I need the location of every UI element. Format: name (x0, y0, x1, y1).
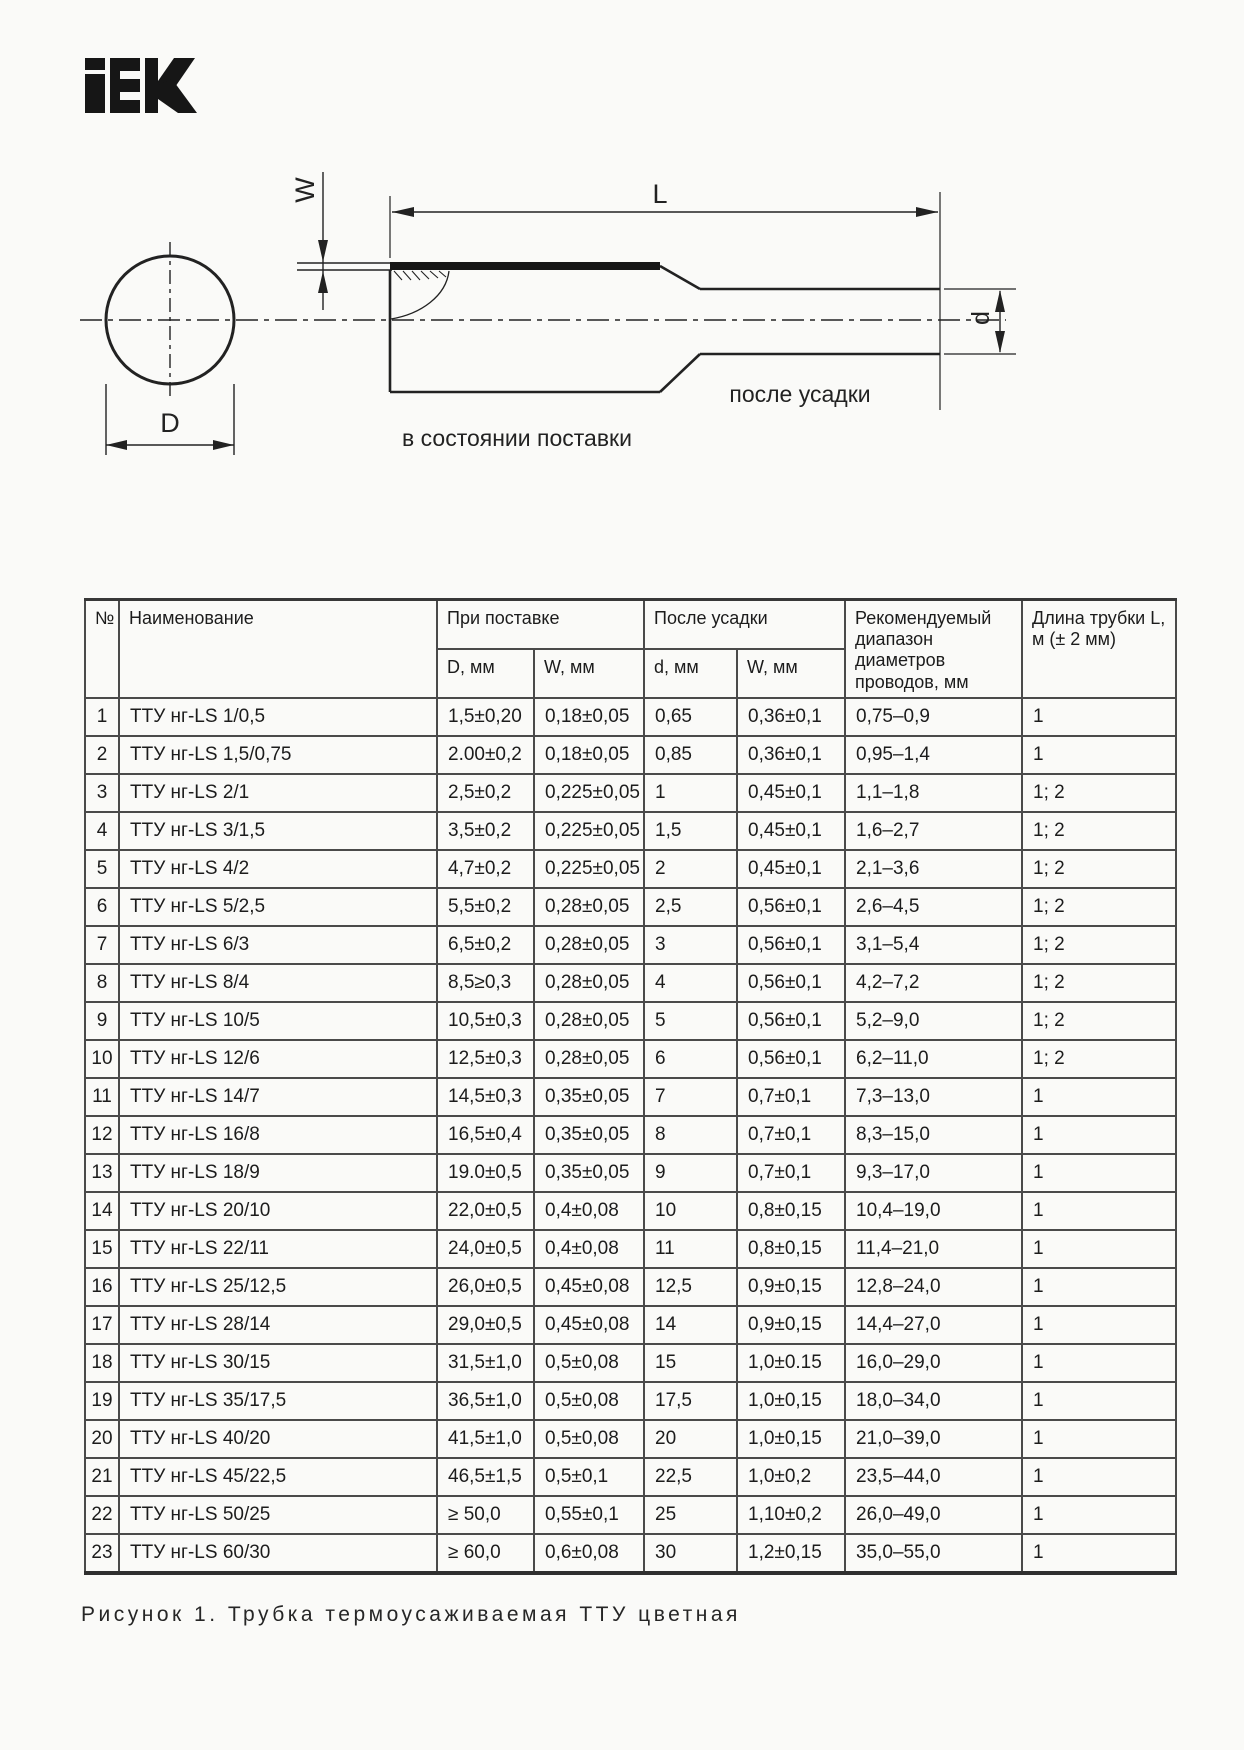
table-cell: 0,45±0,1 (737, 812, 845, 850)
table-cell: 23 (85, 1534, 119, 1573)
table-cell: 8,3–15,0 (845, 1116, 1022, 1154)
table-cell: 20 (644, 1420, 737, 1458)
table-row (85, 1154, 1176, 1192)
table-cell: 10,4–19,0 (845, 1192, 1022, 1230)
table-cell: 0,4±0,08 (534, 1230, 644, 1268)
table-cell: 2,5±0,2 (437, 774, 534, 812)
table-cell: 1 (85, 698, 119, 736)
table-cell: 17,5 (644, 1382, 737, 1420)
table-cell: 0,9±0,15 (737, 1268, 845, 1306)
table-cell: 1 (1022, 698, 1176, 736)
table-cell: 0,225±0,05 (534, 774, 644, 812)
table-cell: 16,5±0,4 (437, 1116, 534, 1154)
table-row (85, 698, 1176, 736)
table-row (85, 1268, 1176, 1306)
table-cell: 14 (644, 1306, 737, 1344)
table-cell: 4 (644, 964, 737, 1002)
table-cell: 22,5 (644, 1458, 737, 1496)
table-cell: 12,5 (644, 1268, 737, 1306)
table-cell: 18 (85, 1344, 119, 1382)
spec-table-header (85, 600, 1176, 698)
spec-table (84, 598, 1177, 1575)
table-cell: 31,5±1,0 (437, 1344, 534, 1382)
table-cell: 1 (1022, 1116, 1176, 1154)
wall-lines (297, 263, 392, 270)
header-range: Рекомендуемый диапазон диаметров проводов, мм (845, 600, 1022, 698)
small-d-arrow-up-icon (995, 290, 1005, 312)
table-cell: 6,5±0,2 (437, 926, 534, 964)
table-cell: 0,65 (644, 698, 737, 736)
table-cell: 8,5≥0,3 (437, 964, 534, 1002)
table-cell: ТТУ нг-LS 1,5/0,75 (119, 736, 437, 774)
table-cell: 7 (644, 1078, 737, 1116)
table-cell: ТТУ нг-LS 5/2,5 (119, 888, 437, 926)
table-cell: 1,5±0,20 (437, 698, 534, 736)
table-cell: 1 (644, 774, 737, 812)
table-cell: 1; 2 (1022, 888, 1176, 926)
table-cell: 0,85 (644, 736, 737, 774)
table-cell: 0,56±0,1 (737, 1002, 845, 1040)
table-cell: 0,56±0,1 (737, 964, 845, 1002)
table-cell: 0,75–0,9 (845, 698, 1022, 736)
table-cell: 3,5±0,2 (437, 812, 534, 850)
table-cell: ТТУ нг-LS 50/25 (119, 1496, 437, 1534)
header-shrunk-d: d, мм (644, 649, 737, 698)
table-cell: 0,28±0,05 (534, 1002, 644, 1040)
table-row (85, 850, 1176, 888)
table-cell: 4 (85, 812, 119, 850)
table-cell: 1,6–2,7 (845, 812, 1022, 850)
table-cell: ≥ 50,0 (437, 1496, 534, 1534)
table-cell: 25 (644, 1496, 737, 1534)
figure-caption: Рисунок 1. Трубка термоусаживаемая ТТУ цветная (81, 1603, 741, 1626)
w-arrow-down-icon (318, 240, 328, 262)
table-row (85, 736, 1176, 774)
table-row (85, 1420, 1176, 1458)
table-cell: 22,0±0,5 (437, 1192, 534, 1230)
table-cell: ТТУ нг-LS 2/1 (119, 774, 437, 812)
table-cell: 5 (644, 1002, 737, 1040)
table-cell: 1; 2 (1022, 926, 1176, 964)
table-cell: ТТУ нг-LS 14/7 (119, 1078, 437, 1116)
heat-shrink-tube-drawing (0, 0, 1244, 520)
table-cell: 1 (1022, 1154, 1176, 1192)
table-cell: 2.00±0,2 (437, 736, 534, 774)
table-cell: 1,5 (644, 812, 737, 850)
table-cell: 19 (85, 1382, 119, 1420)
table-cell: 0,56±0,1 (737, 1040, 845, 1078)
table-cell: 0,18±0,05 (534, 736, 644, 774)
table-cell: ТТУ нг-LS 40/20 (119, 1420, 437, 1458)
table-cell: 0,7±0,1 (737, 1078, 845, 1116)
table-cell: 3 (85, 774, 119, 812)
table-cell: 14 (85, 1192, 119, 1230)
header-supplied-w: W, мм (534, 649, 644, 698)
table-cell: 1 (1022, 1192, 1176, 1230)
d-arrow-right-icon (213, 440, 234, 450)
table-cell: ТТУ нг-LS 25/12,5 (119, 1268, 437, 1306)
table-row (85, 1116, 1176, 1154)
table-cell: ТТУ нг-LS 18/9 (119, 1154, 437, 1192)
table-cell: ТТУ нг-LS 35/17,5 (119, 1382, 437, 1420)
table-cell: ТТУ нг-LS 6/3 (119, 926, 437, 964)
table-cell: 0,7±0,1 (737, 1154, 845, 1192)
table-cell: 0,28±0,05 (534, 888, 644, 926)
table-cell: ТТУ нг-LS 28/14 (119, 1306, 437, 1344)
label-state-supplied: в состоянии поставки (402, 425, 632, 451)
table-cell: 0,56±0,1 (737, 888, 845, 926)
table-cell: ТТУ нг-LS 4/2 (119, 850, 437, 888)
table-cell: 1 (1022, 1534, 1176, 1573)
table-cell: 4,7±0,2 (437, 850, 534, 888)
table-cell: 0,6±0,08 (534, 1534, 644, 1573)
table-cell: 0,9±0,15 (737, 1306, 845, 1344)
table-cell: 1,2±0,15 (737, 1534, 845, 1573)
table-cell: 1 (1022, 736, 1176, 774)
table-cell: 1; 2 (1022, 1040, 1176, 1078)
table-cell: 6 (644, 1040, 737, 1078)
table-cell: 1 (1022, 1382, 1176, 1420)
shrunk-tube-outline (700, 289, 940, 354)
table-row (85, 1078, 1176, 1116)
table-cell: ТТУ нг-LS 12/6 (119, 1040, 437, 1078)
table-cell: 3 (644, 926, 737, 964)
table-cell: 14,5±0,3 (437, 1078, 534, 1116)
table-cell: 0,45±0,1 (737, 774, 845, 812)
table-cell: 15 (85, 1230, 119, 1268)
table-cell: 0,225±0,05 (534, 812, 644, 850)
table-cell: 23,5–44,0 (845, 1458, 1022, 1496)
table-cell: 12,5±0,3 (437, 1040, 534, 1078)
table-cell: 0,18±0,05 (534, 698, 644, 736)
table-cell: 1 (1022, 1078, 1176, 1116)
table-cell: 0,35±0,05 (534, 1078, 644, 1116)
table-cell: 1 (1022, 1496, 1176, 1534)
table-cell: ≥ 60,0 (437, 1534, 534, 1573)
table-cell: 3,1–5,4 (845, 926, 1022, 964)
table-cell: 5 (85, 850, 119, 888)
spec-table-body (85, 698, 1176, 1573)
table-cell: 7 (85, 926, 119, 964)
table-cell: 0,5±0,08 (534, 1382, 644, 1420)
table-cell: 1,0±0,2 (737, 1458, 845, 1496)
table-cell: 0,95–1,4 (845, 736, 1022, 774)
table-cell: 1,0±0,15 (737, 1382, 845, 1420)
table-cell: 7,3–13,0 (845, 1078, 1022, 1116)
tube-wall-top (390, 262, 660, 270)
table-cell: 11,4–21,0 (845, 1230, 1022, 1268)
table-cell: ТТУ нг-LS 8/4 (119, 964, 437, 1002)
table-cell: 11 (644, 1230, 737, 1268)
table-row (85, 774, 1176, 812)
table-cell: 41,5±1,0 (437, 1420, 534, 1458)
label-diameter-d-supplied: D (160, 408, 180, 438)
table-cell: 12,8–24,0 (845, 1268, 1022, 1306)
table-cell: 8 (644, 1116, 737, 1154)
table-cell: 0,28±0,05 (534, 1040, 644, 1078)
table-cell: 2,5 (644, 888, 737, 926)
table-cell: 6,2–11,0 (845, 1040, 1022, 1078)
table-cell: 1,1–1,8 (845, 774, 1022, 812)
table-cell: 1; 2 (1022, 964, 1176, 1002)
label-wall-w: W (290, 177, 320, 203)
table-cell: 5,5±0,2 (437, 888, 534, 926)
table-cell: 29,0±0,5 (437, 1306, 534, 1344)
table-row (85, 888, 1176, 926)
l-arrow-left-icon (392, 207, 414, 217)
table-cell: 36,5±1,0 (437, 1382, 534, 1420)
table-cell: 0,8±0,15 (737, 1192, 845, 1230)
l-arrow-right-icon (916, 207, 938, 217)
table-cell: 1 (1022, 1458, 1176, 1496)
table-cell: 1 (1022, 1420, 1176, 1458)
table-cell: 1,0±0.15 (737, 1344, 845, 1382)
table-row (85, 812, 1176, 850)
table-cell: ТТУ нг-LS 30/15 (119, 1344, 437, 1382)
small-d-arrow-down-icon (995, 331, 1005, 353)
table-row (85, 1192, 1176, 1230)
table-cell: 16 (85, 1268, 119, 1306)
table-cell: 0,55±0,1 (534, 1496, 644, 1534)
table-cell: 8 (85, 964, 119, 1002)
table-cell: 2 (644, 850, 737, 888)
table-cell: 1; 2 (1022, 812, 1176, 850)
table-cell: ТТУ нг-LS 22/11 (119, 1230, 437, 1268)
header-num: № (85, 600, 119, 698)
header-shrunk-group: После усадки (644, 600, 845, 650)
table-cell: 5,2–9,0 (845, 1002, 1022, 1040)
table-cell: ТТУ нг-LS 20/10 (119, 1192, 437, 1230)
table-cell: 1 (1022, 1268, 1176, 1306)
table-cell: 9 (85, 1002, 119, 1040)
tube-body-outline (390, 270, 660, 392)
table-cell: 1 (1022, 1306, 1176, 1344)
table-cell: 11 (85, 1078, 119, 1116)
table-cell: 0,7±0,1 (737, 1116, 845, 1154)
table-cell: 0,35±0,05 (534, 1116, 644, 1154)
table-cell: 24,0±0,5 (437, 1230, 534, 1268)
table-cell: 1,0±0,15 (737, 1420, 845, 1458)
table-cell: ТТУ нг-LS 45/22,5 (119, 1458, 437, 1496)
tube-taper-lines (660, 266, 700, 392)
table-cell: 15 (644, 1344, 737, 1382)
table-cell: 46,5±1,5 (437, 1458, 534, 1496)
table-cell: 14,4–27,0 (845, 1306, 1022, 1344)
table-cell: ТТУ нг-LS 60/30 (119, 1534, 437, 1573)
table-cell: 30 (644, 1534, 737, 1573)
table-cell: 1 (1022, 1344, 1176, 1382)
table-row (85, 1534, 1176, 1573)
header-shrunk-w: W, мм (737, 649, 845, 698)
table-cell: 2,6–4,5 (845, 888, 1022, 926)
table-cell: 0,5±0,08 (534, 1420, 644, 1458)
table-cell: 6 (85, 888, 119, 926)
table-cell: 1,10±0,2 (737, 1496, 845, 1534)
table-cell: 10,5±0,3 (437, 1002, 534, 1040)
table-cell: 9 (644, 1154, 737, 1192)
table-cell: 0,35±0,05 (534, 1154, 644, 1192)
table-cell: 1; 2 (1022, 850, 1176, 888)
table-cell: 16,0–29,0 (845, 1344, 1022, 1382)
table-cell: 2 (85, 736, 119, 774)
table-cell: 21 (85, 1458, 119, 1496)
table-cell: 17 (85, 1306, 119, 1344)
table-cell: 12 (85, 1116, 119, 1154)
table-cell: ТТУ нг-LS 3/1,5 (119, 812, 437, 850)
header-supplied-group: При поставке (437, 600, 644, 650)
table-cell: 20 (85, 1420, 119, 1458)
table-cell: 0,28±0,05 (534, 964, 644, 1002)
table-cell: 0,28±0,05 (534, 926, 644, 964)
table-cell: 0,5±0,1 (534, 1458, 644, 1496)
table-cell: 0,45±0,08 (534, 1268, 644, 1306)
table-cell: 21,0–39,0 (845, 1420, 1022, 1458)
table-cell: 13 (85, 1154, 119, 1192)
table-row (85, 964, 1176, 1002)
table-cell: 26,0–49,0 (845, 1496, 1022, 1534)
table-cell: 0,36±0,1 (737, 698, 845, 736)
table-row (85, 1458, 1176, 1496)
table-cell: 0,36±0,1 (737, 736, 845, 774)
table-row (85, 926, 1176, 964)
table-cell: 2,1–3,6 (845, 850, 1022, 888)
table-cell: 35,0–55,0 (845, 1534, 1022, 1573)
label-length-l: L (652, 179, 668, 209)
table-cell: 1; 2 (1022, 1002, 1176, 1040)
table-cell: 22 (85, 1496, 119, 1534)
table-cell: 9,3–17,0 (845, 1154, 1022, 1192)
table-cell: 0,225±0,05 (534, 850, 644, 888)
header-supplied-d: D, мм (437, 649, 534, 698)
tube-wall-hatching (394, 271, 446, 280)
label-state-shrunk: после усадки (729, 381, 871, 407)
table-row (85, 1382, 1176, 1420)
table-cell: 0,56±0,1 (737, 926, 845, 964)
header-length: Длина трубки L, м (± 2 мм) (1022, 600, 1176, 698)
table-row (85, 1230, 1176, 1268)
table-cell: 1 (1022, 1230, 1176, 1268)
table-cell: ТТУ нг-LS 1/0,5 (119, 698, 437, 736)
table-cell: ТТУ нг-LS 16/8 (119, 1116, 437, 1154)
table-row (85, 1306, 1176, 1344)
table-cell: 0,45±0,08 (534, 1306, 644, 1344)
table-cell: 0,5±0,08 (534, 1344, 644, 1382)
w-arrow-up-icon (318, 271, 328, 293)
table-row (85, 1344, 1176, 1382)
table-cell: 10 (644, 1192, 737, 1230)
header-name: Наименование (119, 600, 437, 698)
d-arrow-left-icon (106, 440, 127, 450)
table-cell: 4,2–7,2 (845, 964, 1022, 1002)
table-cell: ТТУ нг-LS 10/5 (119, 1002, 437, 1040)
table-cell: 0,8±0,15 (737, 1230, 845, 1268)
table-row (85, 1040, 1176, 1078)
table-cell: 1; 2 (1022, 774, 1176, 812)
label-diameter-d-shrunk: d (967, 311, 995, 325)
table-cell: 26,0±0,5 (437, 1268, 534, 1306)
table-row (85, 1496, 1176, 1534)
table-cell: 19.0±0,5 (437, 1154, 534, 1192)
table-cell: 10 (85, 1040, 119, 1078)
table-cell: 18,0–34,0 (845, 1382, 1022, 1420)
table-row (85, 1002, 1176, 1040)
table-cell: 0,4±0,08 (534, 1192, 644, 1230)
table-cell: 0,45±0,1 (737, 850, 845, 888)
